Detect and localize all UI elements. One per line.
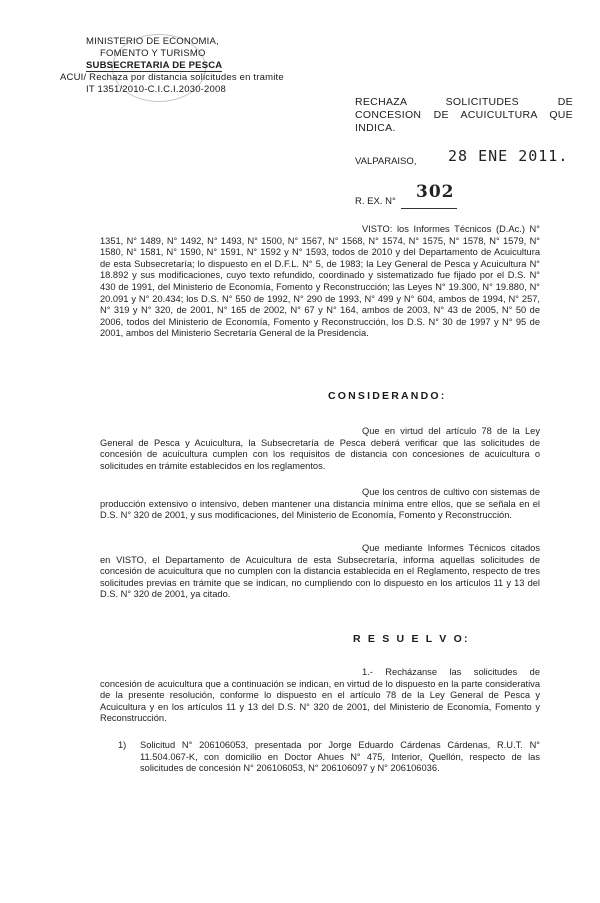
considerando-paragraph-1: Que en virtud del artículo 78 de la Ley General de Pesca y Acuicultura, la Subsecretaría de Pesca deberá verificar que las solicitudes de concesión de acuicultura cumplen con los requisitos de distancia con concesiones de acuicultura o solicitudes en trámite establecidos en los reglamentos. bbox=[100, 426, 540, 471]
visto-paragraph: VISTO: los Informes Técnicos (D.Ac.) N° 1351, N° 1489, N° 1492, N° 1493, N° 1500, N° 1567, N° 1568, N° 1574, N° 1575, N° 1578, N° 1579, N° 1580, N° 1581, N° 1590, N° 1591, N° 1592 y N° 1593, todos de 2010 y del Departamento de Acuicultura de esta Subsecretaría; lo dispuesto en el D.F.L. N° 5, de 1983; la Ley General de Pesca y Acuicultura N° 18.892 y sus modificaciones, cuyo texto refundido, coordinado y sistematizado fue fijado por el D.S. N° 430 de 1991, del Ministerio de Economía, Fomento y Reconstrucción; las Leyes N° 19.300, N° 19.880, N° 20.091 y N° 20.434; los D.S. N° 550 de 1992, N° 290 de 1993, N° 499 y N° 604, ambos de 1994, N° 257, N° 319 y N° 320, de 2001, N° 165 de 2002, N° 67 y N° 164, ambos de 2003, N° 43 de 2005, N° 50 de 2006, todos del Ministerio de Economía, Fomento y Reconstrucción, los D.S. N° 30 de 1997 y N° 95 de 2001, ambos del Ministerio Secretaría General de la Presidencia. bbox=[100, 224, 540, 339]
list-item-1: Solicitud N° 206106053, presentada por Jorge Eduardo Cárdenas Cárdenas, R.U.T. N° 11.504.067-K, con domicilio en Doctor Ahues N° 475, Interior, Quellón, respecto de las solicitudes de concesión N° 206106053, N° 206106097 y N° 206106036. bbox=[140, 740, 540, 774]
considerando-heading: CONSIDERANDO: bbox=[328, 390, 447, 402]
resuelvo-heading: R E S U E L V O: bbox=[353, 633, 470, 645]
header-file-code: IT 1351/2010-C.I.C.I.2030-2008 bbox=[86, 84, 226, 95]
resolution-title bbox=[355, 96, 573, 135]
title-line-2: CONCESION DE ACUICULTURA QUE bbox=[355, 109, 573, 121]
considerando-paragraph-2: Que los centros de cultivo con sistemas de producción extensivo o intensivo, deben mantener una distancia mínima entre ellos, que se señala en el D.S. N° 320 de 2001, y sus modificaciones, del Ministerio de Economía, Fomento y Reconstrucción. bbox=[100, 487, 540, 521]
header-reference: ACUI/ Rechaza por distancia solicitudes en tramite bbox=[60, 72, 284, 83]
considerando-paragraph-3: Que mediante Informes Técnicos citados en VISTO, el Departamento de Acuicultura de esta Subsecretaría, informa aquellas solicitudes de concesión de acuicultura que no cumplen con la distancia establecida en el Reglamento, respecto de tres solicitudes previas en trámite que se indican, no cumpliendo con lo dispuesto en los artículos 11 y 13 del D.S. N° 320 de 2001, ya citado. bbox=[100, 543, 540, 600]
date-place: VALPARAISO, bbox=[355, 156, 417, 167]
header-ministry: MINISTERIO DE ECONOMIA, bbox=[86, 36, 219, 47]
resolution-number-label: R. EX. N° bbox=[355, 196, 396, 207]
header-subsecretaria: SUBSECRETARIA DE PESCA bbox=[86, 60, 223, 71]
resolution-number: 302 bbox=[416, 182, 455, 202]
title-line-3: INDICA. bbox=[355, 122, 396, 134]
resuelvo-paragraph-1: 1.- Recházanse las solicitudes de concesión de acuicultura que a continuación se indican, en virtud de lo dispuesto en la parte considerativa de la presente resolución, conforme lo dispuesto en el artículo 78 de la Ley General de Pesca y Acuicultura y en los artículos 11 y 13 del D.S. N° 320 de 2001, del Ministerio de Economía, Fomento y Reconstrucción. bbox=[100, 667, 540, 724]
title-line-1: RECHAZA SOLICITUDES DE bbox=[355, 96, 573, 108]
list-item-marker: 1) bbox=[118, 740, 127, 750]
date-stamp: 28 ENE 2011. bbox=[448, 147, 569, 165]
header-fomento: FOMENTO Y TURISMO bbox=[100, 48, 206, 59]
